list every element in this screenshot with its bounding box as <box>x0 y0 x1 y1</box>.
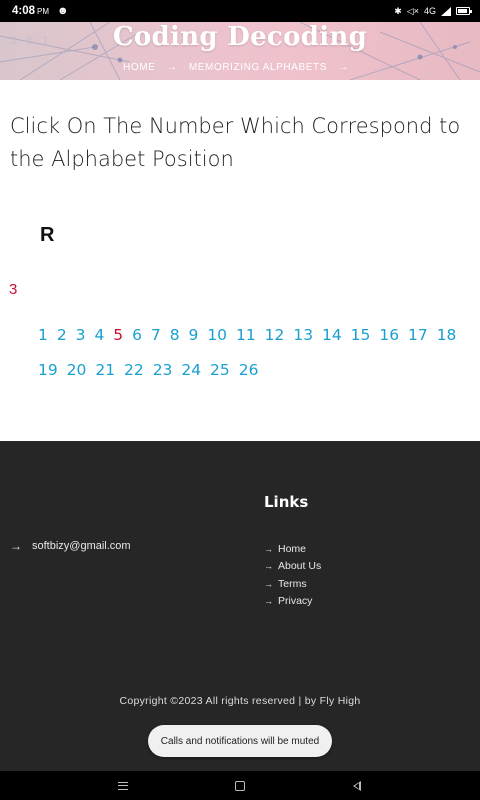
number-option[interactable]: 2 <box>56 326 67 344</box>
home-button[interactable] <box>220 771 260 800</box>
breadcrumb-separator: → <box>338 62 349 73</box>
breadcrumb-memorizing-alphabets[interactable]: MEMORIZING ALPHABETS <box>188 62 327 73</box>
answer-display: 3 <box>9 281 18 298</box>
target-letter: R <box>40 224 55 246</box>
question-prompt: Click On The Number Which Correspond to the Alphabet Position <box>10 114 461 171</box>
footer-link-privacy[interactable] <box>264 593 321 611</box>
number-option[interactable]: 4 <box>94 326 105 344</box>
hero-banner <box>0 22 480 80</box>
menu-icon <box>118 782 128 790</box>
arrow-right-icon: → <box>10 539 22 553</box>
number-option[interactable]: 14 <box>322 326 342 344</box>
footer-link-about-us[interactable] <box>264 558 321 576</box>
footer-link-terms[interactable] <box>264 575 321 593</box>
arrow-right-icon: → <box>264 596 273 607</box>
footer-link-label: Home <box>278 542 307 555</box>
status-bar <box>0 0 480 22</box>
footer-link-label: Terms <box>278 577 307 590</box>
breadcrumb-home[interactable]: HOME <box>123 62 156 73</box>
back-button[interactable] <box>337 771 377 800</box>
number-option[interactable]: 20 <box>66 361 87 379</box>
number-option[interactable]: 8 <box>169 326 180 344</box>
breadcrumb-separator: → <box>166 62 178 73</box>
footer-link-label: About Us <box>278 560 322 573</box>
footer-link-label: Privacy <box>278 595 313 608</box>
page-title: Coding Decoding <box>112 22 368 52</box>
number-option[interactable]: 6 <box>132 326 142 344</box>
back-icon <box>353 781 361 791</box>
home-icon <box>235 781 245 791</box>
battery-icon <box>456 7 470 15</box>
email-link[interactable]: softbizy@gmail.com <box>32 540 131 552</box>
number-option[interactable]: 23 <box>152 361 173 379</box>
number-option[interactable]: 19 <box>38 361 58 379</box>
arrow-right-icon: → <box>264 561 273 572</box>
status-time: 4:08 <box>12 5 36 17</box>
bluetooth-icon: ✱ <box>394 5 402 16</box>
number-option[interactable]: 7 <box>150 326 161 344</box>
arrow-right-icon: → <box>264 578 273 589</box>
status-icons <box>394 6 470 17</box>
number-option[interactable]: 24 <box>181 361 202 379</box>
breadcrumb <box>0 62 480 73</box>
number-option[interactable]: 21 <box>95 361 116 379</box>
number-option[interactable]: 26 <box>238 361 259 379</box>
email-row <box>10 539 131 553</box>
number-options <box>38 318 478 388</box>
notification-icon: ☻ <box>57 5 69 17</box>
number-option[interactable]: 25 <box>210 361 230 379</box>
number-option[interactable]: 5 <box>113 326 124 344</box>
recents-button[interactable] <box>103 771 143 800</box>
number-option[interactable]: 10 <box>207 326 228 344</box>
number-option[interactable]: 13 <box>293 326 314 344</box>
arrow-right-icon: → <box>264 543 273 554</box>
mute-icon: ◁× <box>406 5 419 16</box>
svg-text:1 0 1: 1 0 1 <box>10 33 50 48</box>
number-option[interactable]: 3 <box>75 326 86 344</box>
signal-icon <box>441 7 451 16</box>
number-option[interactable]: 9 <box>188 326 199 344</box>
number-option[interactable]: 18 <box>436 326 457 344</box>
number-option[interactable]: 11 <box>235 326 256 344</box>
number-option[interactable]: 16 <box>379 326 400 344</box>
footer-links <box>264 540 321 610</box>
footer <box>0 441 480 771</box>
network-type: 4G <box>423 6 436 16</box>
status-ampm: PM <box>37 6 50 16</box>
copyright-text: Copyright ©2023 All rights reserved | by Fly High <box>119 695 361 707</box>
toast-message: Calls and notifications will be muted <box>148 725 332 757</box>
footer-link-home[interactable] <box>264 540 321 558</box>
number-option[interactable]: 15 <box>350 326 371 344</box>
links-heading: Links <box>264 493 309 511</box>
number-option[interactable]: 1 <box>38 326 48 344</box>
system-nav-bar <box>0 771 480 800</box>
number-option[interactable]: 12 <box>264 326 285 344</box>
number-option[interactable]: 22 <box>124 361 144 379</box>
number-option[interactable]: 17 <box>408 326 428 344</box>
